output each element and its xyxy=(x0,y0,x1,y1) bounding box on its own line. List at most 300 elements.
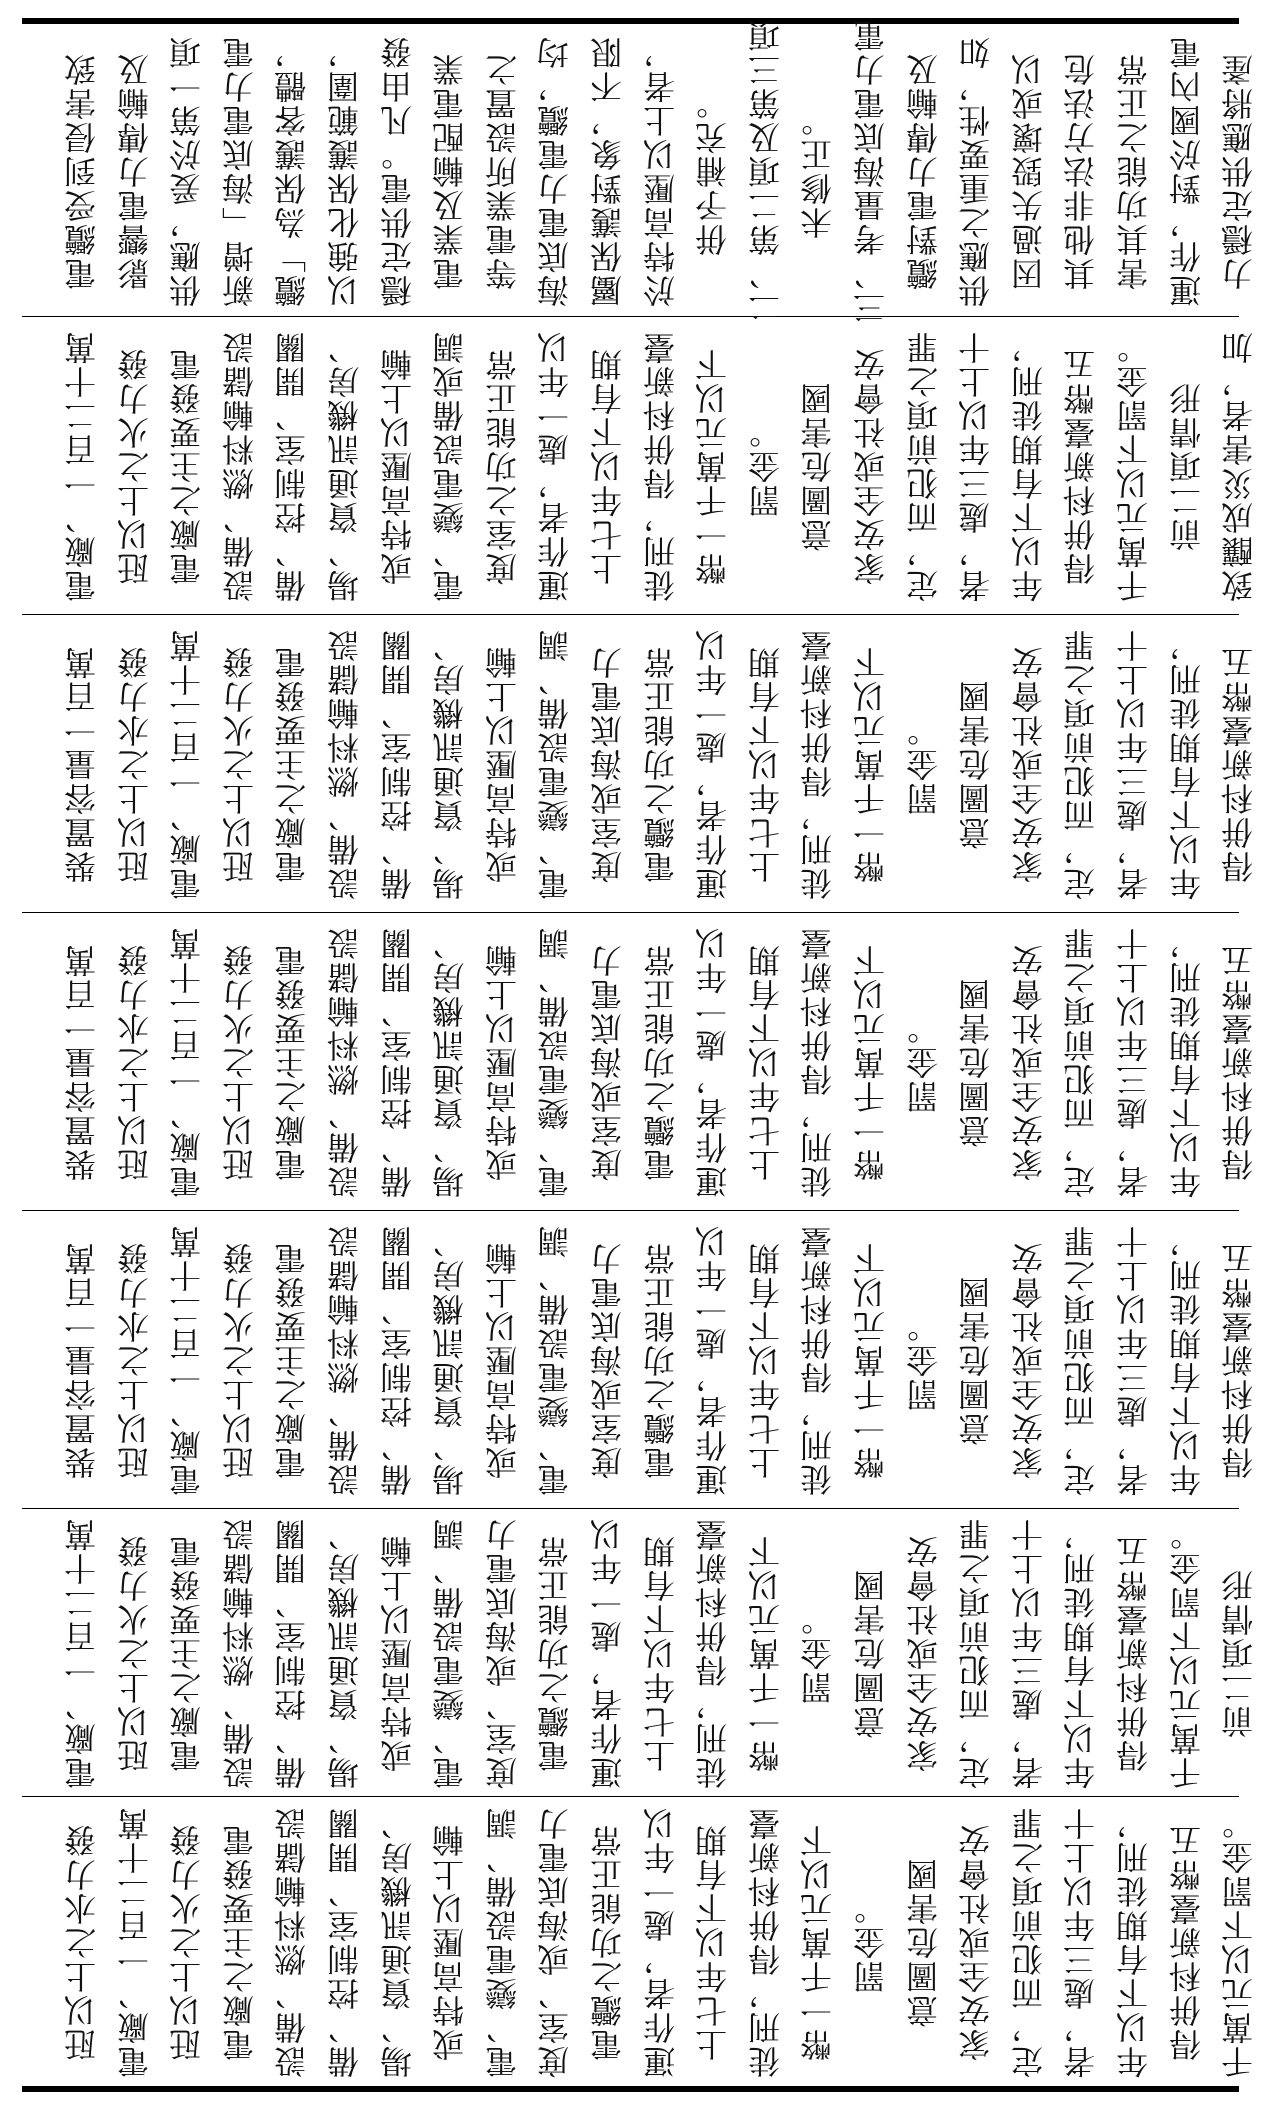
text-line xyxy=(325,1514,365,1792)
text-line-content: 幣一千萬元以下 xyxy=(852,1241,890,1479)
text-line xyxy=(1219,1802,1259,2082)
text-line-content: 意圖危害國 xyxy=(957,977,996,1147)
text-line-content: 度室、或海底電力 xyxy=(483,1517,522,1789)
text-line-content: 上七年以下有期 xyxy=(746,1241,785,1479)
text-line-content: 徒刑，得併科新臺 xyxy=(746,1806,785,2078)
text-line-content: 者，處三年以上十 xyxy=(957,330,996,602)
text-line xyxy=(272,918,312,1206)
text-line-content: 或特高壓以上輸 xyxy=(378,1534,417,1772)
text-column-3 xyxy=(22,620,1259,908)
text-line-content: 瓩以上之水力發 xyxy=(115,645,154,883)
text-line-content: 徒刑，得併科新臺 xyxy=(799,628,838,900)
text-line-content: 力穩定供應將產 xyxy=(1220,52,1259,290)
text-line xyxy=(115,1216,155,1504)
text-line-content: 電廠、一百二十萬 xyxy=(63,1517,101,1789)
text-line xyxy=(1167,1514,1207,1792)
text-line-content: 電、變電設備、調 xyxy=(536,1224,575,1496)
text-line xyxy=(378,1216,418,1504)
text-line-content: 瓩以上之水力發 xyxy=(63,1823,101,2061)
text-line-content: 定，而犯前項之罪 xyxy=(1009,1806,1048,2078)
text-line xyxy=(1219,1514,1259,1792)
text-line-content: 電纜之功能正常 xyxy=(641,645,680,883)
text-line xyxy=(588,322,628,610)
text-line-content: 設備、燃料輸儲設 xyxy=(220,1517,259,1789)
text-line xyxy=(325,1216,365,1504)
text-line xyxy=(430,30,470,312)
text-line-content: 上七年以下有期 xyxy=(589,347,627,585)
text-line-content: 度室或海底電力 xyxy=(589,943,627,1181)
text-line xyxy=(272,1216,312,1504)
text-line xyxy=(325,620,365,908)
text-line-content: 電纜受到侵害致 xyxy=(63,52,101,290)
text-line-content: 千萬元以下罰金。 xyxy=(1220,1806,1259,2078)
text-line xyxy=(115,30,155,312)
text-line-content: 備、控制室、開關 xyxy=(273,330,312,602)
text-line xyxy=(1114,1514,1154,1792)
text-line-content: 電、變電設備、調 xyxy=(431,1517,470,1789)
text-line-content: 罰金。 xyxy=(852,1891,890,1993)
text-line-content: 設備、燃料輸儲設 xyxy=(326,926,364,1198)
text-line xyxy=(746,620,786,908)
text-line-content: 者，處三年以上十 xyxy=(1062,1806,1101,2078)
text-line xyxy=(483,1216,523,1504)
text-line xyxy=(798,1802,838,2082)
text-line-content: 電、變電設備、調 xyxy=(483,1806,522,2078)
text-line-content: 電廠之主要發電 xyxy=(168,347,207,585)
text-line xyxy=(115,918,155,1206)
text-line-content: 家安全或社會安 xyxy=(957,1823,996,2061)
text-line xyxy=(693,1514,733,1792)
text-line xyxy=(535,1514,575,1792)
text-line xyxy=(62,620,102,908)
text-line xyxy=(1219,918,1259,1206)
text-column-1 xyxy=(22,18,1259,324)
text-line xyxy=(430,1216,470,1504)
text-line xyxy=(693,322,733,610)
text-line xyxy=(798,620,838,908)
text-line xyxy=(535,322,575,610)
text-line-content: 家安全或社會安 xyxy=(1009,1241,1048,1479)
text-line-content: 家安全或社會安 xyxy=(1009,645,1048,883)
text-line xyxy=(272,322,312,610)
text-line-content: 等電業所設置之 xyxy=(483,52,522,290)
text-line xyxy=(956,1216,996,1504)
text-line xyxy=(167,30,207,312)
text-line xyxy=(1219,620,1259,908)
text-line-content: 設備、燃料輸儲設 xyxy=(326,1224,364,1496)
text-line xyxy=(1167,918,1207,1206)
text-line-content: 電廠之主要發電 xyxy=(273,645,312,883)
column-divider xyxy=(22,1210,1239,1211)
text-line xyxy=(851,1216,891,1504)
text-line-content: 併予補充。 xyxy=(694,86,733,256)
text-line xyxy=(378,30,418,312)
text-line-content: 罰金。 xyxy=(746,415,785,517)
text-line xyxy=(641,620,681,908)
text-line xyxy=(746,18,786,324)
text-line-content: 意圖危害國 xyxy=(904,1857,943,2027)
text-line-content: 家安全或社會安 xyxy=(852,347,890,585)
text-line-content: 纜對電力傳輸及 xyxy=(904,52,943,290)
text-line-content: 前二項情形 xyxy=(1167,381,1206,551)
text-line-content: 度室之功能正常 xyxy=(483,347,522,585)
text-line-content: 電廠之主要發電 xyxy=(168,1534,207,1772)
text-line xyxy=(1167,1802,1207,2082)
text-line-content: 得併科新臺幣五 xyxy=(1062,347,1101,585)
text-line xyxy=(904,1216,944,1504)
text-line-content: 其他非法方法危 xyxy=(1062,52,1101,290)
text-line xyxy=(535,1802,575,2082)
text-line-content: 電纜之功能正常 xyxy=(641,943,680,1181)
text-line-content: 定，而犯前項之罪 xyxy=(1062,628,1101,900)
text-line-content: 電廠之主要發電 xyxy=(220,1823,259,2061)
text-line-content: 者，處三年以上十 xyxy=(1115,628,1153,900)
text-line xyxy=(115,1802,155,2082)
text-line-content: 運作者，處一年以 xyxy=(536,330,575,602)
text-line-content: 罰金。 xyxy=(904,713,943,815)
text-line xyxy=(693,1216,733,1504)
text-line-content: 幣一千萬元以下 xyxy=(694,347,733,585)
text-line xyxy=(904,1514,944,1792)
text-line xyxy=(220,30,260,312)
text-line xyxy=(483,1802,523,2082)
text-line-content: 瓩以上之火力發 xyxy=(220,1241,259,1479)
text-line xyxy=(483,918,523,1206)
text-line xyxy=(1009,918,1049,1206)
text-line-content: 電、變電設備、調 xyxy=(536,926,575,1198)
text-line-content: 年以下有期徒刑， xyxy=(1167,628,1206,900)
text-line-content: 上七年以下有期 xyxy=(746,943,785,1181)
text-line xyxy=(851,1514,891,1792)
text-line-content: 瓩以上之火力發 xyxy=(115,1534,154,1772)
text-line-content: 年以下有期徒刑， xyxy=(1167,926,1206,1198)
text-line-content: 電纜之功能正常 xyxy=(536,1534,575,1772)
text-line xyxy=(62,322,102,610)
text-column-7 xyxy=(22,1802,1259,2082)
column-divider xyxy=(22,1508,1239,1509)
text-line-content: 因過失毀壞或以 xyxy=(1009,52,1048,290)
text-line-content: 電業及輸配電業 xyxy=(431,52,470,290)
text-line xyxy=(956,1514,996,1792)
text-column-5 xyxy=(22,1216,1259,1504)
text-line-content: 影響電力傳輸及 xyxy=(115,52,154,290)
text-line xyxy=(956,620,996,908)
text-line xyxy=(904,30,944,312)
text-line xyxy=(535,1216,575,1504)
text-line-content: 家安全或社會安 xyxy=(1009,943,1048,1181)
text-line xyxy=(641,30,681,312)
text-line xyxy=(1114,620,1154,908)
text-line xyxy=(746,1802,786,2082)
text-line xyxy=(167,1802,207,2082)
text-line xyxy=(1114,322,1154,610)
text-line xyxy=(956,1802,996,2082)
text-line xyxy=(167,620,207,908)
text-line-content: 徒刑，得併科新臺 xyxy=(694,1517,733,1789)
text-line xyxy=(746,1216,786,1504)
text-line-content: 瓩以上之水力發 xyxy=(115,943,154,1181)
text-line-content: 未修正。 xyxy=(799,103,838,239)
text-line xyxy=(746,322,786,610)
text-line xyxy=(588,620,628,908)
text-line-content: 家安全或社會安 xyxy=(904,1534,943,1772)
text-line-content: 幣一千萬元以下 xyxy=(852,645,890,883)
text-line xyxy=(115,322,155,610)
text-line xyxy=(325,30,365,312)
text-line xyxy=(851,322,891,610)
text-line xyxy=(167,1216,207,1504)
text-line xyxy=(1219,1216,1259,1504)
text-line-content: 定，而犯前項之罪 xyxy=(904,330,943,602)
text-line-content: 度室或海底電力 xyxy=(589,1241,627,1479)
text-line xyxy=(220,322,260,610)
text-column-6 xyxy=(22,1514,1259,1792)
text-line xyxy=(535,918,575,1206)
text-line xyxy=(798,30,838,312)
text-line-content: 意圖危害國 xyxy=(799,381,838,551)
text-line-content: 備、控制室、開關 xyxy=(378,628,417,900)
text-line xyxy=(641,918,681,1206)
top-rule xyxy=(22,18,1239,24)
text-line xyxy=(798,918,838,1206)
text-line-content: 場、資通訊機房、 xyxy=(431,628,470,900)
text-line-content: 或特高壓以上輸 xyxy=(483,645,522,883)
text-line xyxy=(641,1802,681,2082)
text-line-content: 運作者，處一年以 xyxy=(694,926,733,1198)
text-line xyxy=(1167,322,1207,610)
text-line-content: 罰金。 xyxy=(904,1011,943,1113)
text-line-content: 或特高壓以上輸 xyxy=(431,1823,470,2061)
text-line xyxy=(535,620,575,908)
text-line-content: 供應之重要性，如 xyxy=(957,35,996,307)
text-line-content: 上七年以下有期 xyxy=(746,645,785,883)
text-line xyxy=(115,1514,155,1792)
text-line-content: 場、資通訊機房、 xyxy=(431,1224,470,1496)
text-line-content: 或特高壓以上輸 xyxy=(378,347,417,585)
text-line xyxy=(272,1802,312,2082)
text-line-content: 罰金。 xyxy=(904,1309,943,1411)
text-line-content: 意圖危害國 xyxy=(852,1568,890,1738)
text-line xyxy=(693,918,733,1206)
text-line-content: 罰金。 xyxy=(799,1602,838,1704)
text-line xyxy=(220,620,260,908)
text-line xyxy=(641,322,681,610)
text-line-content: 海底電力電纜，均 xyxy=(536,35,575,307)
text-line xyxy=(693,1802,733,2082)
text-line xyxy=(1061,1514,1101,1792)
text-line-content: 電廠之主要發電 xyxy=(273,943,312,1181)
text-line xyxy=(430,620,470,908)
text-line-content: 場、資通訊機房、 xyxy=(326,1517,364,1789)
text-line xyxy=(483,620,523,908)
text-line xyxy=(1061,918,1101,1206)
text-line xyxy=(378,620,418,908)
text-line-content: 運作，對於國內電 xyxy=(1167,35,1206,307)
text-line-content: 得併科新臺幣五 xyxy=(1167,1823,1206,2061)
text-line xyxy=(220,1802,260,2082)
text-line-content: 徒刑，得併科新臺 xyxy=(799,926,838,1198)
text-column-4 xyxy=(22,918,1259,1206)
text-line-content: 幣一千萬元以下 xyxy=(799,1823,838,2061)
text-line-content: 新增「海底電力電 xyxy=(220,35,259,307)
text-line xyxy=(1114,1216,1154,1504)
text-line-content: 二、第二項及第三項 xyxy=(746,18,785,324)
text-line-content: 上七年以下有期 xyxy=(641,1534,680,1772)
text-line-content: 備、控制室、開關 xyxy=(378,926,417,1198)
text-line xyxy=(220,918,260,1206)
text-line-content: 設備、燃料輸儲設 xyxy=(220,330,259,602)
text-line xyxy=(1167,620,1207,908)
text-line xyxy=(588,1514,628,1792)
text-line xyxy=(1114,1802,1154,2082)
text-line xyxy=(851,918,891,1206)
text-line-content: 定，而犯前項之罪 xyxy=(1062,1224,1101,1496)
text-line-content: 徒刑，得併科新臺 xyxy=(641,330,680,602)
text-line-content: 運作者，處一年以 xyxy=(589,1517,627,1789)
text-line-content: 年以下有期徒刑， xyxy=(1062,1517,1101,1789)
text-line-content: 害其功能之正常 xyxy=(1115,52,1153,290)
text-line xyxy=(956,918,996,1206)
text-line-content: 設備、燃料輸儲設 xyxy=(273,1806,312,2078)
text-line-content: 度室、或海底電力 xyxy=(536,1806,575,2078)
text-line-content: 幣一千萬元以下 xyxy=(746,1534,785,1772)
text-line-content: 得併科新臺幣五 xyxy=(1115,1534,1153,1772)
text-line-content: 或特高壓以上輸 xyxy=(483,1241,522,1479)
text-line xyxy=(220,1514,260,1792)
text-line xyxy=(851,18,891,324)
text-line-content: 纜」為保護客體， xyxy=(273,35,312,307)
text-line-content: 瓩以上之火力發 xyxy=(220,645,259,883)
text-line-content: 定，而犯前項之罪 xyxy=(957,1517,996,1789)
text-line-content: 以強化保護範圍， xyxy=(326,35,364,307)
text-line-content: 運作者，處一年以 xyxy=(694,628,733,900)
text-line-content: 千萬元以下罰金。 xyxy=(1167,1517,1206,1789)
text-line-content: 場、資通訊機房、 xyxy=(378,1806,417,2078)
text-line xyxy=(693,30,733,312)
text-line xyxy=(798,322,838,610)
text-line xyxy=(1114,30,1154,312)
text-line-content: 設備、燃料輸儲設 xyxy=(326,628,364,900)
text-line-content: 三、考量海底電力電 xyxy=(852,18,890,324)
text-line-content: 運作者，處一年以 xyxy=(694,1224,733,1496)
text-line-content: 備、控制室、開關 xyxy=(273,1517,312,1789)
text-line xyxy=(798,1216,838,1504)
text-line xyxy=(62,1216,102,1504)
text-line-content: 千萬元以下罰金。 xyxy=(1115,330,1153,602)
text-line xyxy=(378,918,418,1206)
text-line xyxy=(1114,918,1154,1206)
column-divider xyxy=(22,614,1239,615)
text-line xyxy=(62,1802,102,2082)
text-line-content: 前二項情形 xyxy=(1220,1568,1259,1738)
text-line xyxy=(956,322,996,610)
text-line-content: 供應，爰於第一項 xyxy=(168,35,207,307)
text-line xyxy=(430,1514,470,1792)
text-line-content: 年以下有期徒刑， xyxy=(1167,1224,1206,1496)
text-line xyxy=(746,1514,786,1792)
text-line-content: 備、控制室、開關 xyxy=(326,1806,364,2078)
text-line xyxy=(220,1216,260,1504)
text-line xyxy=(430,322,470,610)
text-line xyxy=(1061,1216,1101,1504)
text-line xyxy=(325,322,365,610)
text-line xyxy=(851,1802,891,2082)
text-line xyxy=(378,1802,418,2082)
text-line-content: 度室或海底電力 xyxy=(589,645,627,883)
text-line xyxy=(167,1514,207,1792)
text-line-content: 幣一千萬元以下 xyxy=(852,943,890,1181)
text-line xyxy=(272,30,312,312)
text-line xyxy=(693,620,733,908)
text-line-content: 得併科新臺幣五 xyxy=(1220,943,1259,1181)
text-line xyxy=(272,1514,312,1792)
text-line-content: 場、資通訊機房、 xyxy=(431,926,470,1198)
text-line xyxy=(904,322,944,610)
text-line xyxy=(1061,322,1101,610)
text-line-content: 裝置容量一百萬 xyxy=(63,943,101,1181)
text-line xyxy=(1219,30,1259,312)
text-line-content: 瓩以上之火力發 xyxy=(220,943,259,1181)
text-line-content: 屬保護對象，不限 xyxy=(589,35,627,307)
column-divider xyxy=(22,912,1239,913)
text-line xyxy=(746,918,786,1206)
text-line-content: 者，處三年以上十 xyxy=(1115,1224,1153,1496)
text-line-content: 裝置容量一百萬 xyxy=(63,1241,101,1479)
text-line xyxy=(1009,30,1049,312)
text-line xyxy=(1061,1802,1101,2082)
text-line xyxy=(798,1514,838,1792)
text-line xyxy=(62,1514,102,1792)
text-line-content: 於特高壓以上者， xyxy=(641,35,680,307)
text-line-content: 年以下有期徒刑， xyxy=(1115,1806,1153,2078)
text-line-content: 電廠、一百二十萬 xyxy=(168,1224,207,1496)
text-line xyxy=(378,322,418,610)
text-line xyxy=(272,620,312,908)
text-line xyxy=(1009,322,1049,610)
text-line-content: 致釀成災害者，加 xyxy=(1220,330,1259,602)
text-line xyxy=(588,918,628,1206)
text-line-content: 電纜之功能正常 xyxy=(589,1823,627,2061)
text-line xyxy=(588,30,628,312)
text-line-content: 瓩以上之火力發 xyxy=(168,1823,207,2061)
text-line xyxy=(851,620,891,908)
text-line xyxy=(1009,1514,1049,1792)
text-line xyxy=(1061,30,1101,312)
text-line xyxy=(1009,1216,1049,1504)
text-line-content: 電、變電設備、調 xyxy=(536,628,575,900)
text-line-content: 電廠、一百二十萬 xyxy=(115,1806,154,2078)
text-line-content: 或特高壓以上輸 xyxy=(483,943,522,1181)
text-line xyxy=(588,1802,628,2082)
text-line xyxy=(325,1802,365,2082)
text-line-content: 得併科新臺幣五 xyxy=(1220,645,1259,883)
text-line-content: 電纜之功能正常 xyxy=(641,1241,680,1479)
text-line xyxy=(1061,620,1101,908)
text-line xyxy=(430,918,470,1206)
text-line xyxy=(62,918,102,1206)
text-line-content: 意圖危害國 xyxy=(957,1275,996,1445)
text-line-content: 者，處三年以上十 xyxy=(1115,926,1153,1198)
text-line xyxy=(62,30,102,312)
text-line-content: 備、控制室、開關 xyxy=(378,1224,417,1496)
text-line-content: 瓩以上之水力發 xyxy=(115,1241,154,1479)
text-line xyxy=(1009,1802,1049,2082)
bottom-rule xyxy=(22,2086,1239,2092)
text-line xyxy=(483,1514,523,1792)
text-line xyxy=(167,322,207,610)
text-line-content: 穩定供電。凡由發 xyxy=(378,35,417,307)
text-line-content: 電、變電設備或調 xyxy=(431,330,470,602)
